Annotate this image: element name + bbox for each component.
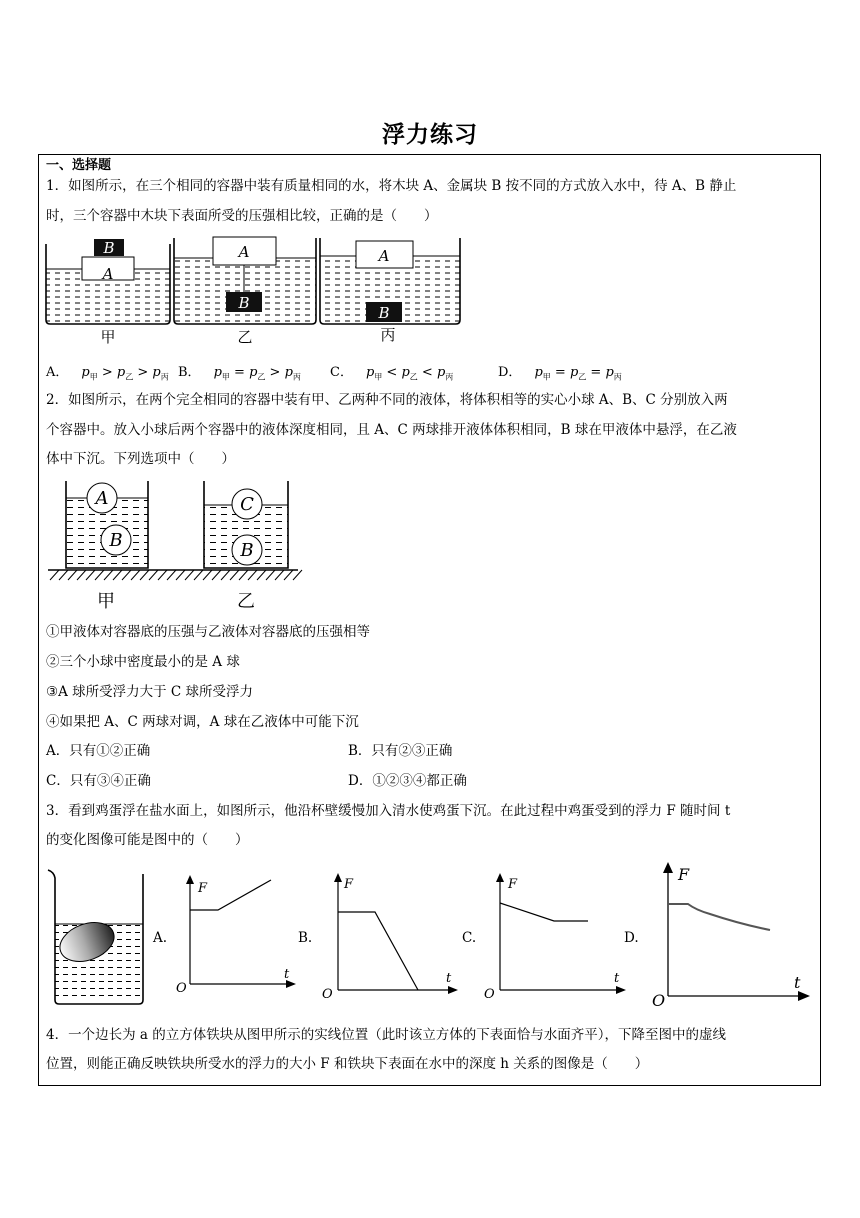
svg-text:O: O — [322, 987, 333, 1002]
block-b-label: B — [103, 239, 115, 257]
graph-d-label: D. — [624, 930, 639, 946]
ball-a: A — [95, 488, 109, 509]
q1-option-b: B． $p_甲 = p_乙 > p_丙$ — [178, 365, 301, 382]
section-heading: 一、选择题 — [46, 158, 112, 173]
svg-text:F: F — [344, 877, 354, 892]
statement-3: ③A 球所受浮力大于 C 球所受浮力 — [46, 684, 254, 700]
svg-text:A: A — [238, 243, 250, 261]
q1-text-line1: 1．如图所示，在三个相同的容器中装有质量相同的水，将木块 A、金属块 B 按不同的方式放入水中，待 A、B 静止 — [46, 178, 737, 194]
q4-text-line1: 4．一个边长为 a 的立方体铁块从图甲所示的实线位置（此时该立方体的下表面恰与水面齐平），下降至图中的虚线 — [46, 1027, 726, 1043]
ball-c: C — [240, 494, 254, 515]
svg-text:O: O — [484, 987, 495, 1002]
fig-label-jia: 甲 — [97, 591, 115, 612]
q4-text-line2: 位置，则能正确反映铁块所受水的浮力的大小 F 和铁块下表面在水中的深度 h 关系的图像是（ ） — [46, 1056, 649, 1072]
graph-c — [484, 870, 630, 1000]
svg-text:t: t — [614, 971, 620, 986]
svg-text:t: t — [284, 967, 290, 982]
graph-a — [176, 872, 300, 994]
q3-text-line2: 的变化图像可能是图中的（ ） — [46, 832, 249, 848]
q1-text-line2: 时，三个容器中木块下表面所受的压强相比较，正确的是（ ） — [46, 208, 438, 224]
page-title: 浮力练习 — [382, 121, 478, 148]
statement-1: ①甲液体对容器底的压强与乙液体对容器底的压强相等 — [46, 624, 370, 640]
q1-option-c: C． $p_甲 < p_乙 < p_丙$ — [330, 365, 454, 382]
q2-text-line1: 2．如图所示，在两个完全相同的容器中装有甲、乙两种不同的液体，将体积相等的实心小球 A、B、C 分别放入两 — [46, 392, 728, 408]
graph-c-label: C. — [462, 930, 477, 946]
statement-4: ④如果把 A、C 两球对调，A 球在乙液体中可能下沉 — [46, 714, 359, 730]
ball-b-yi: B — [240, 540, 254, 561]
q1-option-d: D． $p_甲 = p_乙 = p_丙$ — [498, 365, 622, 382]
statement-2: ②三个小球中密度最小的是 A 球 — [46, 654, 240, 670]
q2-option-d: D．①②③④都正确 — [348, 773, 467, 789]
svg-text:F: F — [678, 865, 690, 884]
q1-option-a: A． $p_甲 > p_乙 > p_丙$ — [46, 365, 169, 382]
svg-text:t: t — [446, 971, 452, 986]
container-bing — [320, 238, 460, 324]
svg-text:O: O — [176, 981, 187, 996]
q3-text-line1: 3．看到鸡蛋浮在盐水面上，如图所示，他沿杯壁缓慢加入清水使鸡蛋下沉。在此过程中鸡蛋受到的浮力 F 随时间 t — [46, 803, 731, 819]
q2-option-c: C．只有③④正确 — [46, 773, 151, 789]
q3-beaker-figure — [44, 866, 152, 1008]
q2-option-a: A．只有①②正确 — [46, 743, 151, 759]
fig-label-yi: 乙 — [237, 328, 253, 346]
fig-label-bing: 丙 — [380, 326, 396, 344]
svg-text:F: F — [198, 881, 208, 896]
q1-figure — [44, 234, 464, 346]
svg-text:O: O — [652, 991, 666, 1010]
q2-option-b: B．只有②③正确 — [348, 743, 453, 759]
graph-b-label: B. — [298, 930, 313, 946]
svg-text:A: A — [378, 247, 390, 265]
graph-b — [320, 872, 460, 1000]
graph-a-label: A. — [153, 930, 168, 946]
svg-text:t: t — [794, 973, 801, 992]
ball-b-jia: B — [109, 530, 123, 551]
fig-label-yi: 乙 — [237, 591, 255, 612]
q2-text-line3: 体中下沉。下列选项中（ ） — [46, 451, 235, 467]
svg-text:B: B — [378, 304, 390, 322]
svg-text:F: F — [508, 877, 518, 892]
fig-label-jia: 甲 — [100, 328, 116, 346]
q2-figure — [44, 476, 304, 610]
graph-d — [650, 860, 814, 1008]
block-a-label: A — [102, 265, 114, 283]
svg-text:B: B — [238, 294, 250, 312]
q2-text-line2: 个容器中。放入小球后两个容器中的液体深度相同，且 A、C 两球排开液体体积相同，B 球在甲液体中悬浮，在乙液 — [46, 422, 737, 438]
